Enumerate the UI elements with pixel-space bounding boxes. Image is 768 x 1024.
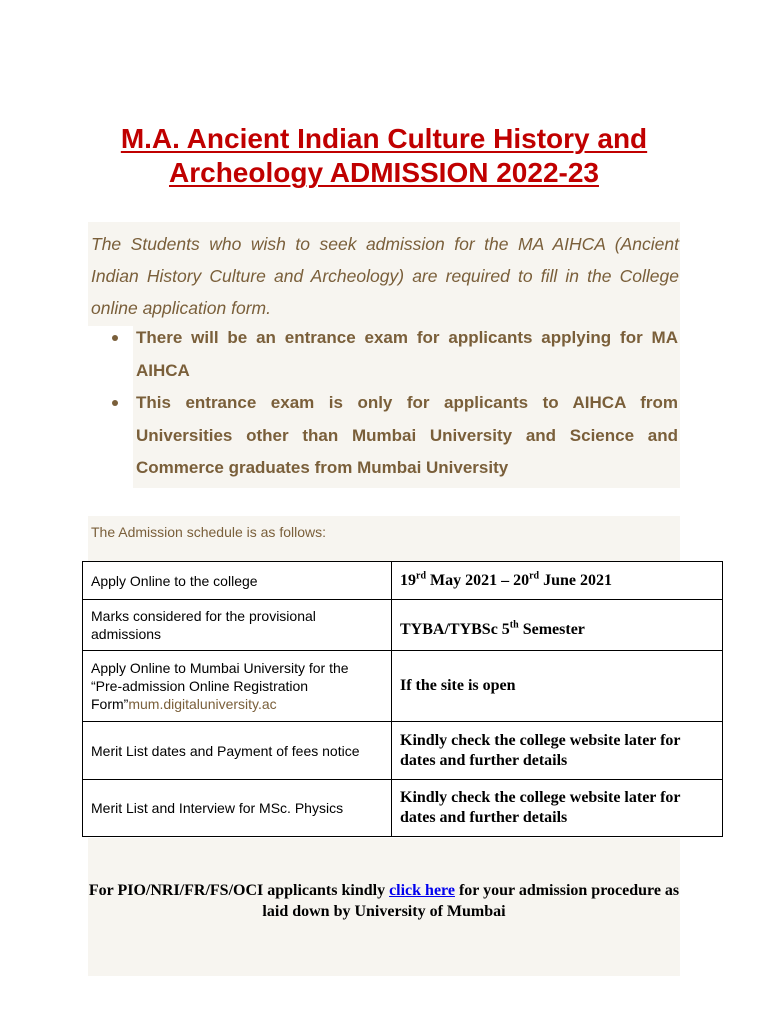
- table-cell-value: [392, 562, 723, 600]
- page-title-line-1: M.A. Ancient Indian Culture History and: [120, 123, 648, 154]
- value-part: 19: [400, 571, 416, 589]
- table-cell-value: Kindly check the college website later for dates and further details: [392, 780, 723, 837]
- footer-text: for your admission procedure as laid down by University of Mumbai: [262, 882, 680, 920]
- table-cell-label: Apply Online to the college: [83, 562, 392, 600]
- table-cell-label: Merit List and Interview for MSc. Physics: [83, 780, 392, 837]
- label-part: Apply Online to Mumbai University for the “Pre-admission Online Registration Form”: [91, 660, 349, 712]
- value-superscript: rd: [529, 570, 540, 582]
- table-cell-label: Marks considered for the provisional admissions: [83, 600, 392, 651]
- table-row: [83, 562, 723, 600]
- table-cell-label: [83, 651, 392, 722]
- bullet-icon: [112, 335, 118, 341]
- value-part: Semester: [518, 621, 585, 638]
- table-cell-label: Merit List dates and Payment of fees notice: [83, 722, 392, 780]
- value-part: May 2021 – 20: [426, 571, 530, 589]
- footer-text: For PIO/NRI/FR/FS/OCI applicants kindly: [88, 882, 390, 899]
- requirements-list: [108, 322, 678, 485]
- table-row: [83, 651, 723, 722]
- value-part: June 2021: [539, 571, 613, 589]
- page-title: [60, 122, 708, 190]
- table-cell-value: Kindly check the college website later for dates and further details: [392, 722, 723, 780]
- table-row: [83, 722, 723, 780]
- table-cell-value: [392, 600, 723, 651]
- list-item-text: There will be an entrance exam for applicants applying for MA AIHCA: [136, 328, 678, 380]
- value-superscript: rd: [416, 570, 426, 582]
- list-item-text: This entrance exam is only for applicants to AIHCA from Universities other than Mumbai University and Science and Commerce graduates from Mumbai University: [136, 393, 678, 477]
- click-here-link[interactable]: click here: [389, 882, 455, 899]
- value-part: TYBA/TYBSc 5: [400, 621, 510, 638]
- pio-nri-notice: [88, 880, 680, 922]
- table-row: [83, 600, 723, 651]
- list-item: [108, 322, 678, 387]
- admission-schedule-table: [82, 561, 723, 837]
- intro-paragraph: The Students who wish to seek admission for the MA AIHCA (Ancient Indian History Culture and Archeology) are required to fill in the College online application form.: [91, 234, 679, 318]
- table-cell-value: If the site is open: [392, 651, 723, 722]
- page-title-line-2: Archeology ADMISSION 2022-23: [169, 157, 599, 188]
- table-row: [83, 780, 723, 837]
- list-item: [108, 387, 678, 485]
- mumbai-university-link[interactable]: mum.digitaluniversity.ac: [128, 696, 277, 712]
- value-superscript: th: [509, 619, 519, 631]
- schedule-note: The Admission schedule is as follows:: [91, 524, 326, 540]
- bullet-icon: [112, 400, 118, 406]
